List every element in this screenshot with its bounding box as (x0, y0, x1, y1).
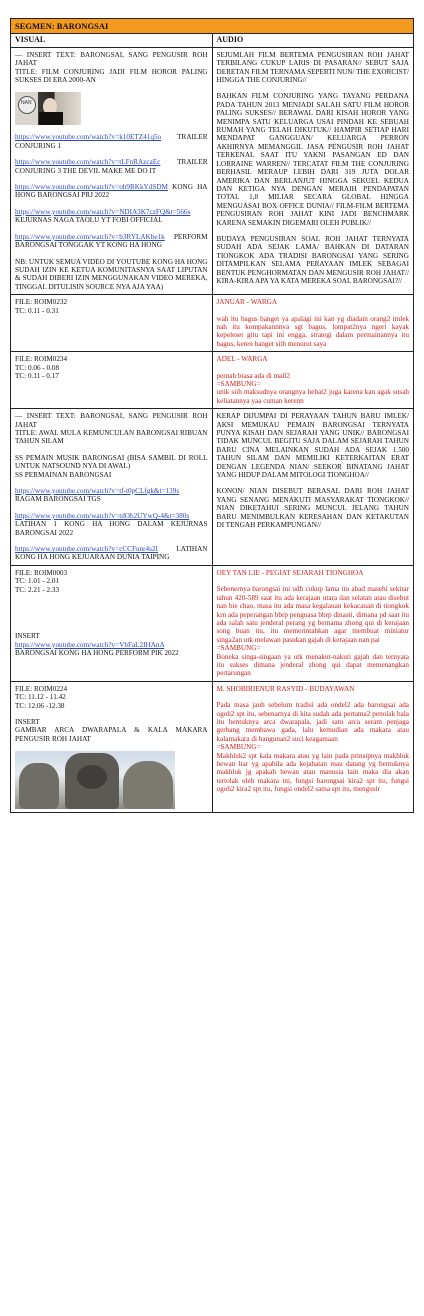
arca-statue-photo (15, 751, 175, 809)
insert-label: INSERT (15, 717, 40, 726)
permission-note: NB: UNTUK SEMUA VIDEO DI YOUTUBE KONG HA HONG SUDAH IZIN KE KETUA KOMUNITASNYA SAAT LIPUTAN & SUDAH DIBERI IZIN MENGGUNAKAN VIDEO MEREKA, TINGGAL DITULISIN SOURCE NYA AJA YAA) (15, 257, 208, 291)
audio-cell (212, 681, 414, 812)
youtube-link[interactable]: https://www.youtube.com/watch?v=tdOb2UYwQ-4&t=380s (15, 511, 190, 520)
visual-cell (11, 409, 213, 566)
insert-label: INSERT (15, 632, 40, 641)
youtube-link[interactable]: https://www.youtube.com/watch?v=NDIA3K7czFQ&t=566s (15, 207, 191, 216)
narration-paragraph: BUDAYA PENGUSIRAN SOAL ROH JAHAT TERNYATA SUDAH ADA SEJAK LAMA/ BAHKAN DI DATARAN TIONGKOK ADA TRADISI BARONGSAI YANG SERING DITAMPILKAN SELAMA PERAYAAN IMLEK SEBAGAI BENTUK PENGHORMATAN DAN MENGUSIR ROH JAHAT// KIRA-KIRA APA YA KATA MEREKA SOAL BARONGSAI?// (216, 234, 409, 285)
speaker-label: JANUAR - WARGA (216, 298, 278, 307)
ss-note: SS PERMAINAN BARONGSAI (15, 470, 112, 479)
visual-cell (11, 295, 213, 352)
timecode: TC: 0.11 - 0.31 (15, 306, 59, 315)
audio-header: AUDIO (212, 34, 414, 47)
video-reference (15, 545, 208, 562)
table-row (11, 409, 414, 566)
video-reference (15, 183, 208, 200)
video-reference (15, 133, 208, 150)
visual-header: VISUAL (11, 34, 213, 47)
title-text: TITLE: AWAL MULA KEMUNCULAN BARONGSAI RIBUAN TAHUN SILAM (15, 429, 208, 446)
soundbite-text: Pada masa jauh sebelum tradisi ada ondel2 ada barongsai ada ogoh2 spt itu, sebenarnya di kita sudah ada pertama2 penolak bala itu bentuknya arca dwarapala, jadi satu arca seram penjaga gerbang membawa gada, lalu kemudian ada makara atau kalamakara di bangunan2 suci keagamaan (216, 701, 409, 743)
speaker-label: ADEL - WARGA (216, 355, 268, 364)
timecode: TC: 0.11 - 0.17 (15, 371, 59, 380)
soundbite-text: pernah biasa ada di mall2 (216, 371, 290, 380)
speaker-label: M. SHOBIRIENUR RASYID - BUDAYAWAN (216, 684, 355, 693)
file-id: FILE: ROIM0003 (15, 568, 68, 577)
link-description: TRAILER CONJURING 3 THE DEVIL MAKE ME DO IT (15, 158, 208, 175)
ss-note: SS PEMAIN MUSIK BARONGSAI (BISA SAMBIL DI ROLL UNTUK NATSOUND NYA DI AWAL) (15, 453, 208, 471)
timecode: TC: 11.12 - 11.42 (15, 693, 66, 702)
timecode: TC: 2.21 - 2.33 (15, 585, 60, 594)
link-description: KEJURNAS NAGA TAOLU YT FOBI OFFICIAL (15, 216, 163, 225)
film-badge-text: NAN (21, 100, 32, 107)
script-document (10, 18, 414, 813)
youtube-link[interactable]: https://www.youtube.com/watch?v=tLFnRAzcaEc (15, 158, 161, 167)
audio-cell (212, 409, 414, 566)
audio-cell (212, 565, 414, 681)
soundbite-text: Makhluk2 spt kala makara atau yg lain pada prinsipnya makhluk hewan liar yg apabila ada kejahatan mau datang yg bentuknya makhluk jg apakah hewan atau manusia lain maka dia akan tertolak oleh makara ini, fungsi barongsai kira2 spt itu, fungsi ogoh2 kira2 spt itu, fungsi ondel2 sama spt itu, mengusir (216, 751, 409, 794)
soundbite-text: Sebenernya barongsai ini udh cukup lama itu abad masehi sekitar tahun 420-589 saat itu ada kerajaan utara dan selatan atau disebut nan bie chao, masa itu ada masa kegalauan kekacauan di tiongkok krn ada peperangan bbrp penguasa bbrp dinasti, dimana pd saat itu ada salah satu jenderal perang yg bernama zhong qui di kerajaan song buan itu, itu memerintahkan agar membuat miniatur singa2an utk melawan pasukan gajah di kerajaan nan pai (216, 585, 409, 644)
sambung-marker: =SAMBUNG= (216, 379, 261, 388)
table-row (11, 47, 414, 294)
video-reference (15, 641, 208, 658)
soundbite-text: Boneka singa-singaan ya utk menakut-nakuti gajah dan ternyata itu sukses dimana jenderal zhong qui dapat memenangkan pertarungan (216, 652, 409, 678)
audio-cell (212, 47, 414, 294)
insert-description: GAMBAR ARCA DWARAPALA & KALA MAKARA PENGUSIR ROH JAHAT (15, 726, 208, 743)
timecode: TC: 12.06 -12.38 (15, 701, 65, 710)
youtube-link[interactable]: https://www.youtube.com/watch?v=VhFaL2IHAnA (15, 640, 165, 649)
audio-cell (212, 295, 414, 352)
visual-cell (11, 352, 213, 409)
timecode: TC: 0.06 - 0.08 (15, 363, 60, 372)
insert-text: — INSERT TEXT: BARONGSAI, SANG PENGUSIR ROH JAHAT (15, 412, 208, 429)
table-row (11, 681, 414, 812)
video-reference (15, 158, 208, 175)
narration-paragraph: SEJUMLAH FILM BERTEMA PENGUSIRAN ROH JAHAT TERBILANG CUKUP LARIS DI PASARAN// SEBUT SAJA DERETAN FILM TERNAMA SEPERTI NUN/ THE EXORCIST/ HINGGA THE CONJURING// (216, 50, 409, 85)
youtube-link[interactable]: https://www.youtube.com/watch?v=tf-t0pCLfgk&t=139s (15, 487, 180, 496)
speaker-label: OEY TAN LIE - PEGIAT SEJARAH TIONGHOA (216, 568, 364, 577)
visual-cell (11, 47, 213, 294)
link-description: BARONGSAI KONG HA HONG PERFORM PIK 2022 (15, 648, 179, 657)
conjuring-thumbnail (15, 92, 81, 125)
youtube-link[interactable]: https://www.youtube.com/watch?v=k10ETZ41q5o (15, 133, 162, 142)
link-description: RAGAM BARONGSAI TGS (15, 495, 101, 504)
link-description: LATIHAN 1 KONG HA HONG DALAM KEJURNAS BARONGSAI 2022 (15, 520, 208, 537)
link-description: TRAILER CONJURING 1 (15, 133, 208, 150)
video-reference (15, 233, 208, 250)
visual-cell (11, 681, 213, 812)
visual-cell (11, 565, 213, 681)
narration-paragraph: KERAP DIJUMPAI DI PERAYAAN TAHUN BARU IMLEK/ AKSI MEMUKAU PEMAIN BARONGSAI TERNYATA PUNYA KISAH DAN SEJARAH YANG UNIK// BARONGSAI TIDAK MUNCUL BEGITU SAJA DALAM SEJARAH TAHUN BARU CINA MELAINKAN SUDAH ADA SEJAK 1.500 TAHUN SILAM DAN MEMILIKI KETERKAITAN ERAT DENGAN LEGENDA NIAN/ SEEKOR BINATANG JAHAT YANG HIDUP DALAM MITOLOGI TIONGHOA// (216, 412, 409, 480)
table-row (11, 565, 414, 681)
video-reference (15, 512, 208, 537)
timecode: TC: 1.01 - 2.01 (15, 577, 60, 586)
sambung-marker: =SAMBUNG= (216, 644, 261, 653)
table-row (11, 352, 414, 409)
sambung-marker: =SAMBUNG= (216, 743, 261, 752)
youtube-link[interactable]: https://www.youtube.com/watch?v=oh9RKkYdSDM (15, 183, 168, 192)
narration-paragraph: BAHKAN FILM CONJURING YANG TAYANG PERDANA PADA TAHUN 2013 MENJADI SALAH SATU FILM HOROR PALING SUKSES// BERAWAL DARI KISAH HOROR YANG MENIMPA SATU KELUARGA USAI PINDAH KE SEBUAH RUMAH YANG TELAH DIKUTUK// HAMPIR SETIAP HARI MENDAPAT GANGGUAN/ KELUARGA PERRON AKHIRNYA MEMANGGIL JASA PENGUSIR ROH JAHAT TERKENAL SAAT ITU YAKNI PASANGAN ED DAN LORRAINE WARREN// TERCATAT FILM THE CONJURING BERHASIL MERAUP LEBIH DARI 319 JUTA DOLAR AMERIKA DAN BERLANJUT HINGGA SEKUEL KEDUA DAN KETIGA NYA DENGAN MERAIH PENDAPATAN TOTAL 1,8 MILIAR SECARA GLOBAL HINGGA MENGUASAI BOX OFFICE DUNIA// FILM-FILM BERTEMA PENGUSIRAN ROH JAHAT KINI JADI BENCHMARK KARENA SEMAKIN DIGEMARI OLEH PUBLIK// (216, 92, 409, 227)
segment-title: SEGMEN: BARONGSAI (11, 19, 414, 34)
video-reference (15, 487, 208, 504)
title-text: TITLE: FILM CONJURING JADI FILM HOROR PALING SUKSES DI ERA 2000-AN (15, 67, 208, 85)
narration-paragraph: KONON/ NIAN DISEBUT BERASAL DARI ROH JAHAT YANG SENANG MENAKUTI MASYARAKAT TIONGKOK// NIAN DIKETAHUI SERING MUNCUL JELANG TAHUN BARU MENIMBULKAN KERESAHAN DAN KETAKUTAN DI TENGAH PERKAMPUNGAN// (216, 487, 409, 530)
file-id: FILE: ROIM0232 (15, 298, 68, 307)
link-description: PERFORM BARONGSAI TONGGAK YT KONG HA HONG (15, 232, 208, 250)
soundbite-text: unik siih maksudnya orangnya hebat2 juga karena kan agak susah keliatannya yaa cuman kerenn (216, 388, 409, 405)
file-id: FILE: ROIM0234 (15, 355, 68, 364)
insert-text: — INSERT TEXT: BARONGSAI, SANG PENGUSIR ROH JAHAT (15, 50, 208, 68)
video-reference (15, 208, 208, 225)
soundbite-text: wah itu bagus banget ya apalagi ini kan yg diadain orang2 imlek nah itu kompakannnya sgt bagus, lompat2nya ngeri kayak kepeleset gitu tapi ini engga, strategi dalam permainannya itu bagus, keren banget siih menurut saya (216, 314, 409, 348)
table-row (11, 295, 414, 352)
script-table (10, 18, 414, 813)
youtube-link[interactable]: https://www.youtube.com/watch?v=cCCFunr4s2I (15, 545, 158, 554)
link-description: LATIHAN KONG HA HONG KEJUARAAN DUNIA TAIPING (15, 545, 208, 562)
audio-cell (212, 352, 414, 409)
youtube-link[interactable]: https://www.youtube.com/watch?v=b3RYLAKbe1k (15, 232, 165, 241)
link-description: KONG HA HONG BARONGSAI PRJ 2022 (15, 183, 208, 200)
file-id: FILE: ROIM0224 (15, 684, 68, 693)
